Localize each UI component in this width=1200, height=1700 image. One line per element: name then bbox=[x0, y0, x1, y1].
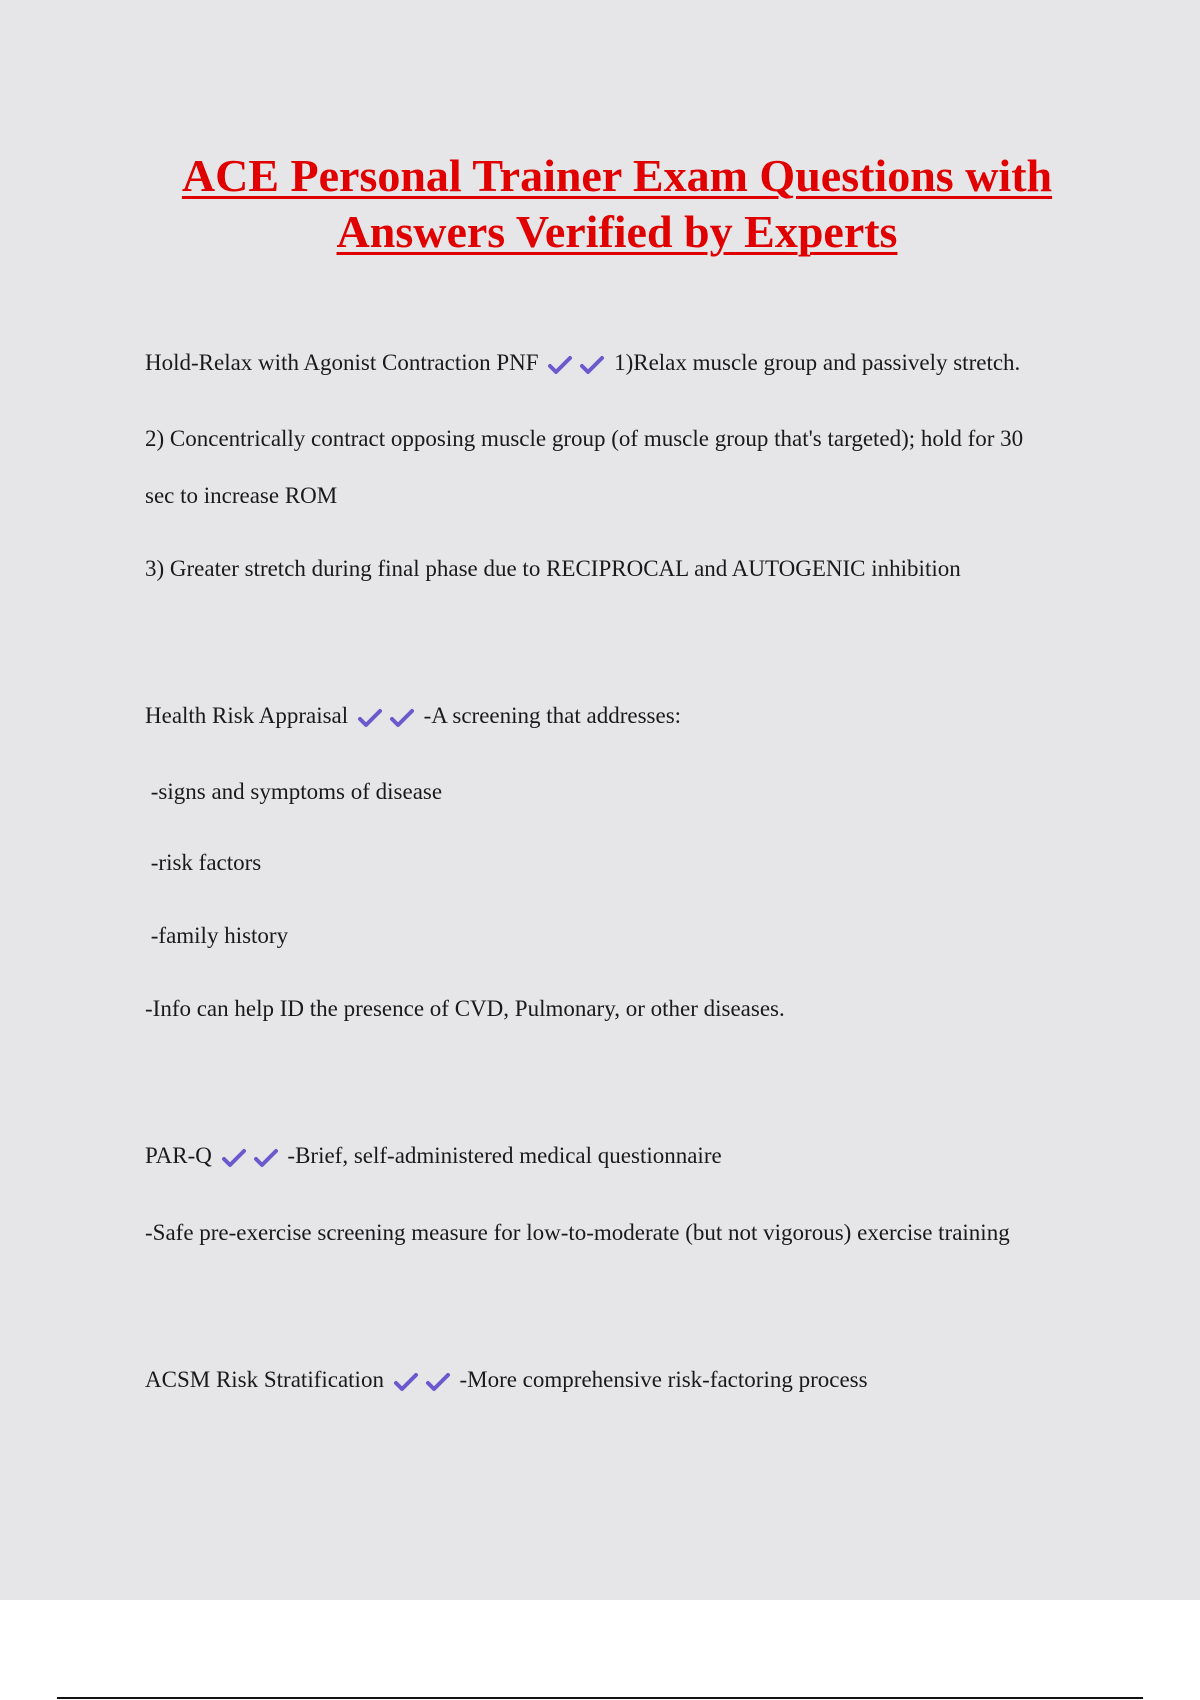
answer-line: 2) Concentrically contract opposing muscle group (of muscle group that's targeted); hold for 30 bbox=[145, 426, 1024, 451]
answer-line: -Info can help ID the presence of CVD, Pulmonary, or other diseases. bbox=[145, 996, 785, 1021]
answer: -A screening that addresses: bbox=[423, 703, 682, 728]
title-line-1: ACE Personal Trainer Exam Questions with bbox=[181, 150, 1053, 201]
term: Hold-Relax with Agonist Contraction PNF bbox=[145, 350, 539, 375]
footer-divider bbox=[57, 1697, 1143, 1699]
check-icon bbox=[221, 1147, 247, 1169]
entry-par-q bbox=[145, 1142, 722, 1170]
check-icon bbox=[579, 354, 605, 376]
check-icon bbox=[393, 1371, 419, 1393]
answer: -More comprehensive risk-factoring process bbox=[459, 1367, 868, 1392]
answer: -Brief, self-administered medical questionnaire bbox=[287, 1143, 722, 1168]
answer: 1)Relax muscle group and passively stretch. bbox=[614, 350, 1021, 375]
answer-line: -family history bbox=[145, 923, 289, 948]
term: ACSM Risk Stratification bbox=[145, 1367, 384, 1392]
answer-line: 3) Greater stretch during final phase due to RECIPROCAL and AUTOGENIC inhibition bbox=[145, 556, 961, 581]
check-icon bbox=[425, 1371, 451, 1393]
check-icon bbox=[357, 707, 383, 729]
check-icon bbox=[253, 1147, 279, 1169]
entry-acsm-risk-stratification bbox=[145, 1366, 868, 1394]
answer-line: -Safe pre-exercise screening measure for low-to-moderate (but not vigorous) exercise training bbox=[145, 1220, 1010, 1245]
title-line-2: Answers Verified by Experts bbox=[336, 206, 898, 257]
answer-line: -signs and symptoms of disease bbox=[145, 779, 443, 804]
entry-hold-relax bbox=[145, 349, 1020, 377]
answer-line: sec to increase ROM bbox=[145, 483, 338, 508]
entry-health-risk-appraisal bbox=[145, 702, 681, 730]
check-icon bbox=[547, 354, 573, 376]
check-icon bbox=[389, 707, 415, 729]
answer-line: -risk factors bbox=[145, 850, 262, 875]
term: Health Risk Appraisal bbox=[145, 703, 349, 728]
term: PAR-Q bbox=[145, 1143, 212, 1168]
document-title bbox=[100, 148, 1134, 260]
